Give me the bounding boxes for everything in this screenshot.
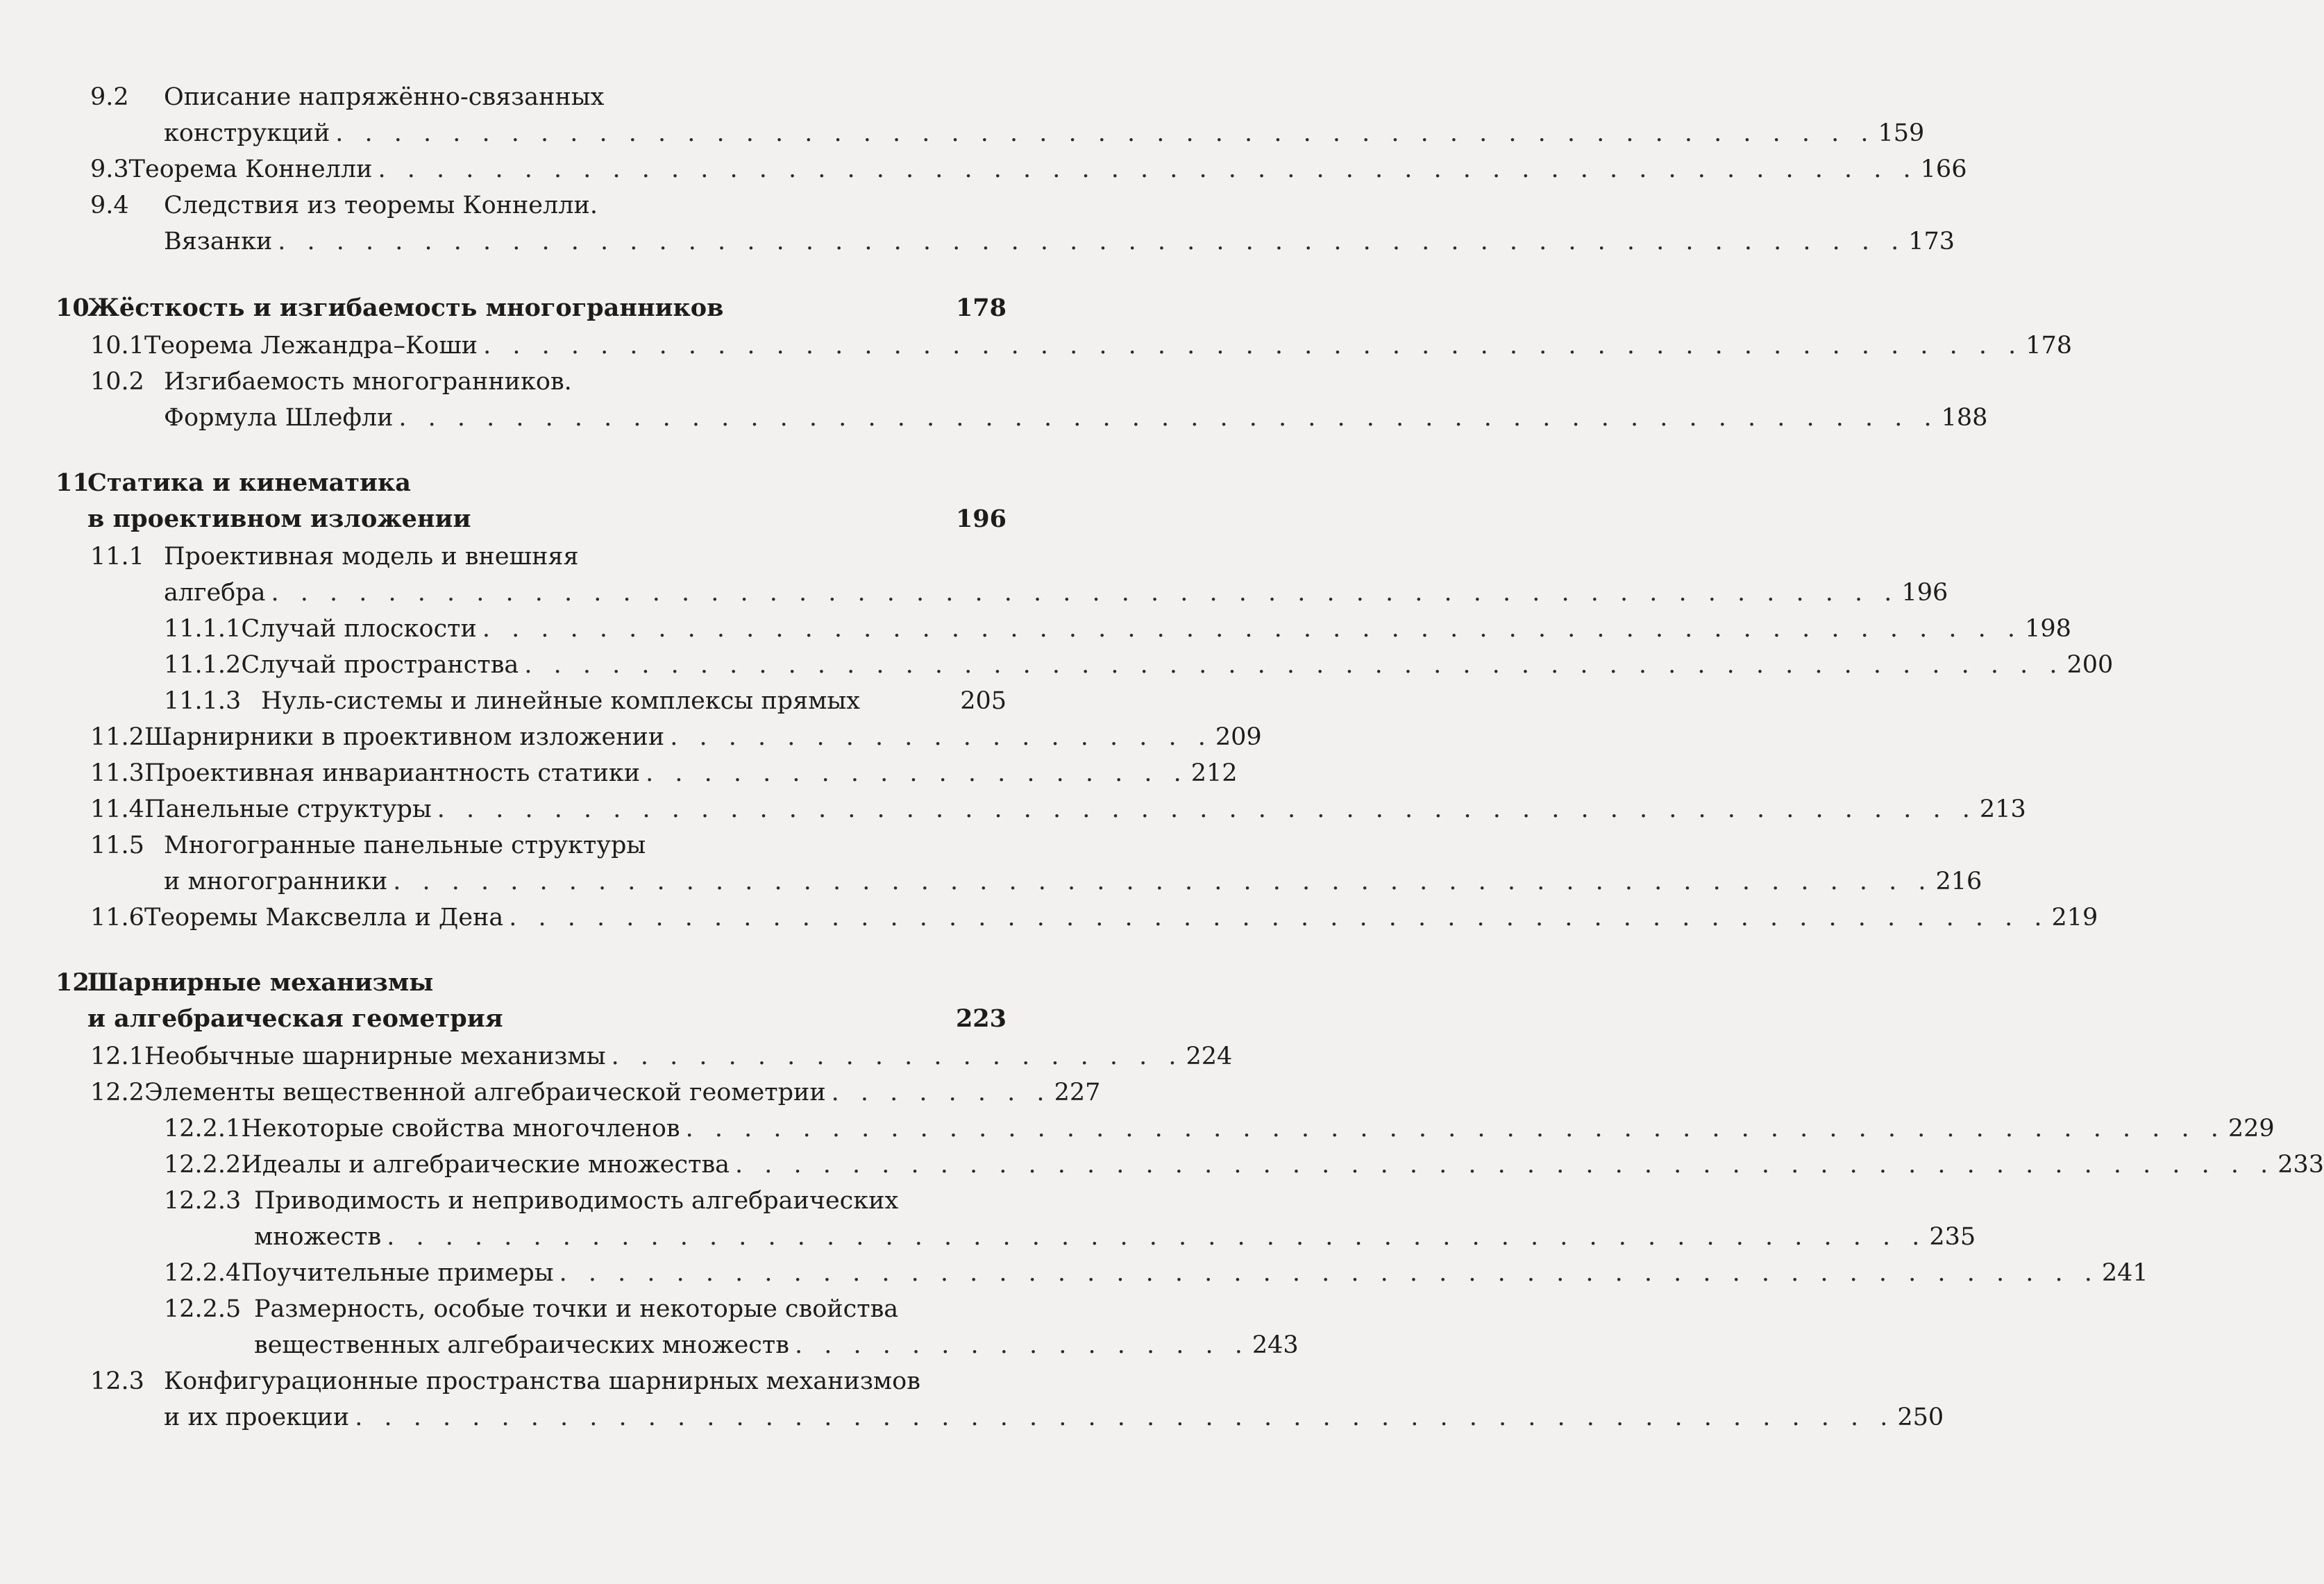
section-title: Проективная инвариантность статики [144, 759, 641, 787]
leader-dots: . . . . . . . . . . . . . . . . . . . . . . . . . . . . . . . . . . . . . . . . . . . . . . . . . . . . . [437, 795, 1977, 823]
page-number: 198 [2025, 615, 2071, 643]
section-title: и многогранники [164, 868, 388, 895]
subsection-number: 12.2.2 [164, 1151, 242, 1179]
chapter-number: 11 [56, 469, 90, 497]
section-number: 11.1 [90, 543, 144, 571]
leader-dots: . . . . . . . . . . . . . . . . . . . . . . . . . . . . . . . . . . . . . . . . . . . . . . . . . . . . . [559, 1259, 2099, 1287]
section-number: 12.3 [90, 1367, 144, 1395]
leader-dots: . . . . . . . . . . . . . . . . [794, 1331, 1249, 1359]
section-title: Изгибаемость многогранников. [164, 368, 572, 396]
section-title: Формула Шлефли [164, 404, 394, 432]
page-number: 188 [1941, 404, 1988, 432]
page-number: 216 [1935, 868, 1982, 895]
page-number: 241 [2101, 1259, 2148, 1287]
toc-entry-11-2 [90, 722, 1262, 752]
section-number: 10.2 [90, 368, 144, 396]
toc-entry-9-4-cont [164, 226, 1955, 257]
toc-chapter-11 [56, 468, 1007, 498]
toc-chapter-11-cont [87, 504, 1007, 534]
leader-dots: . . . . . . . . . . . . . . . . . . . . . . . . . . . . . . . . . . . . . . . . . . . . . . . . . . . . . [685, 1115, 2225, 1143]
page-number: 200 [2066, 651, 2114, 679]
page-number: 178 [955, 294, 1007, 322]
subsection-number: 12.2.4 [164, 1259, 242, 1287]
section-title: Проективная модель и внешняя [164, 543, 579, 571]
section-title: Теорема Лежандра–Коши [144, 332, 478, 360]
toc-entry-11-5 [90, 830, 1007, 861]
toc-entry-9-2-cont [164, 118, 1925, 149]
chapter-number: 10 [56, 294, 90, 322]
page-number: 227 [1054, 1079, 1101, 1106]
page-number: 250 [1897, 1404, 1944, 1431]
leader-dots: . . . . . . . . . . . . . . . . . . . [646, 759, 1188, 787]
page-number: 223 [955, 1004, 1007, 1033]
section-title: Необычные шарнирные механизмы [144, 1043, 606, 1070]
toc-entry-12-3-cont [164, 1402, 1944, 1433]
page-number: 235 [1929, 1223, 1976, 1251]
subsection-title: Поучительные примеры [241, 1259, 554, 1287]
toc-entry-12-2-5 [164, 1294, 1007, 1324]
toc-entry-12-1 [90, 1041, 1233, 1072]
section-number: 11.5 [90, 832, 144, 859]
chapter-title: Жёсткость и изгибаемость многогранников [87, 294, 724, 322]
leader-dots: . . . . . . . . . . . . . . . . . . . . . . . . . . . . . . . . . . . . . . . . . . . . . . . . . . . . . [482, 615, 2023, 643]
section-number: 11.4 [90, 795, 144, 823]
leader-dots: . . . . . . . . . . . . . . . . . . . [670, 723, 1213, 751]
leader-dots: . . . . . . . . . . . . . . . . . . . . . . . . . . . . . . . . . . . . . . . . . . . . . . . . . . . . . [483, 332, 2023, 360]
toc-entry-12-3 [90, 1366, 1007, 1397]
page-number: 229 [2228, 1115, 2275, 1143]
toc-entry-12-2-4 [164, 1258, 2148, 1288]
subsection-title: вещественных алгебраических множеств [254, 1331, 789, 1359]
toc-entry-11-1-3 [164, 686, 1007, 716]
section-title: алгебра [164, 579, 266, 607]
toc-entry-11-3 [90, 758, 1238, 789]
toc-chapter-10 [56, 293, 1007, 323]
page-number: 213 [1979, 795, 2026, 823]
leader-dots: . . . . . . . . . . . . . . . . . . . . . . . . . . . . . . . . . . . . . . . . . . . . . . . . . . . . . . . . [278, 228, 1906, 255]
toc-entry-9-2 [90, 82, 1007, 112]
toc-entry-11-5-cont [164, 866, 1982, 897]
subsection-number: 11.1.2 [164, 651, 242, 679]
toc-entry-10-1 [90, 330, 2073, 361]
subsection-title: Приводимость и неприводимость алгебраических [254, 1187, 899, 1215]
section-title: Вязанки [164, 228, 273, 255]
page-number: 212 [1190, 759, 1238, 787]
page-number: 178 [2026, 332, 2073, 360]
subsection-number: 12.2.5 [164, 1295, 242, 1323]
toc-chapter-12 [56, 968, 1007, 998]
section-title: Шарнирники в проективном изложении [144, 723, 665, 751]
leader-dots: . . . . . . . . . . . . . . . . . . . . . . . . . . . . . . . . . . . . . . . . . . . . . . . . . . . . . [735, 1151, 2275, 1179]
page-number: 224 [1186, 1043, 1233, 1070]
toc-entry-12-2-2 [164, 1149, 2324, 1180]
section-title: Элементы вещественной алгебраической геометрии [144, 1079, 826, 1106]
section-number: 11.3 [90, 759, 144, 787]
section-title: Следствия из теоремы Коннелли. [164, 192, 598, 219]
toc-entry-11-1-1 [164, 614, 2071, 644]
leader-dots: . . . . . . . . . . . . . . . . . . . . . . . . . . . . . . . . . . . . . . . . . . . . . . . . . . . . . [398, 404, 1939, 432]
page-number: 173 [1908, 228, 1955, 255]
toc-entry-12-2-3 [164, 1186, 1007, 1216]
chapter-title: Шарнирные механизмы [87, 968, 434, 997]
subsection-number: 11.1.3 [164, 687, 242, 715]
leader-dots: . . . . . . . . . . . . . . . . . . . . . . . . . . . . . . . . . . . . . . . . . . . . . . . . . . . . . [355, 1404, 1895, 1431]
toc-entry-12-2-5-cont [254, 1330, 1299, 1360]
subsection-number: 12.2.1 [164, 1115, 242, 1143]
chapter-title: и алгебраическая геометрия [87, 1004, 503, 1033]
subsection-title: Идеалы и алгебраические множества [241, 1151, 730, 1179]
subsection-title: множеств [254, 1223, 382, 1251]
section-title: Описание напряжённо-связанных [164, 83, 605, 111]
toc-entry-11-6 [90, 902, 2098, 933]
section-number: 9.2 [90, 83, 129, 111]
section-number: 9.4 [90, 192, 129, 219]
page-number: 196 [1901, 579, 1948, 607]
section-number: 11.6 [90, 904, 144, 932]
leader-dots: . . . . . . . . . . . . . . . . . . . . . . . . . . . . . . . . . . . . . . . . . . . . . . . . . . . . . [378, 155, 1918, 183]
toc-entry-11-1-cont [164, 578, 1948, 608]
subsection-number: 11.1.1 [164, 615, 242, 643]
leader-dots: . . . . . . . . . . . . . . . . . . . . . . . . . . . . . . . . . . . . . . . . . . . . . . . . . . . . . [509, 904, 2049, 932]
subsection-title: Случай плоскости [241, 615, 477, 643]
section-title: Теоремы Максвелла и Дена [144, 904, 504, 932]
toc-entry-9-3 [90, 154, 1967, 185]
page-number: 243 [1252, 1331, 1299, 1359]
section-number: 12.1 [90, 1043, 144, 1070]
toc-entry-10-2-cont [164, 403, 1988, 433]
page-number: 205 [960, 687, 1007, 715]
leader-dots: . . . . . . . . . . . . . . . . . . . . . . . . . . . . . . . . . . . . . . . . . . . . . . . . . . . . . . . . [271, 579, 1899, 607]
section-title: и их проекции [164, 1404, 350, 1431]
page-number: 196 [955, 505, 1007, 533]
leader-dots: . . . . . . . . . . . . . . . . . . . . [611, 1043, 1184, 1070]
toc-entry-11-1 [90, 541, 1007, 572]
leader-dots: . . . . . . . . [831, 1079, 1052, 1106]
toc-entry-12-2-3-cont [254, 1222, 1976, 1252]
page-number: 233 [2277, 1151, 2324, 1179]
subsection-title: Случай пространства [241, 651, 519, 679]
section-title: Конфигурационные пространства шарнирных механизмов [164, 1367, 920, 1395]
subsection-title: Нуль-системы и линейные комплексы прямых [261, 687, 860, 715]
section-number: 10.1 [90, 332, 144, 360]
leader-dots: . . . . . . . . . . . . . . . . . . . . . . . . . . . . . . . . . . . . . . . . . . . . . . . . . . . . . [387, 1223, 1927, 1251]
section-number: 9.3 [90, 155, 129, 183]
chapter-number: 12 [56, 968, 90, 997]
toc-entry-10-2 [90, 366, 1007, 397]
chapter-title: в проективном изложении [87, 505, 471, 533]
leader-dots: . . . . . . . . . . . . . . . . . . . . . . . . . . . . . . . . . . . . . . . . . . . . . . . . . . . . . [524, 651, 2064, 679]
page-number: 209 [1215, 723, 1262, 751]
chapter-title: Статика и кинематика [87, 469, 411, 497]
toc-entry-12-2 [90, 1077, 1101, 1108]
leader-dots: . . . . . . . . . . . . . . . . . . . . . . . . . . . . . . . . . . . . . . . . . . . . . . . . . . . . . [335, 119, 1876, 147]
page-number: 166 [1920, 155, 1967, 183]
section-number: 11.2 [90, 723, 144, 751]
section-title: Теорема Коннелли [128, 155, 373, 183]
leader-dots: . . . . . . . . . . . . . . . . . . . . . . . . . . . . . . . . . . . . . . . . . . . . . . . . . . . . . [393, 868, 1933, 895]
page-number: 159 [1878, 119, 1925, 147]
toc-entry-9-4 [90, 190, 1007, 221]
toc-entry-11-4 [90, 794, 2026, 825]
subsection-title: Размерность, особые точки и некоторые свойства [254, 1295, 899, 1323]
section-title: Многогранные панельные структуры [164, 832, 646, 859]
section-title: Панельные структуры [144, 795, 432, 823]
section-title: конструкций [164, 119, 330, 147]
subsection-title: Некоторые свойства многочленов [241, 1115, 680, 1143]
section-number: 12.2 [90, 1079, 144, 1106]
toc-chapter-12-cont [87, 1004, 1007, 1034]
toc-entry-12-2-1 [164, 1113, 2275, 1144]
page-number: 219 [2051, 904, 2098, 932]
toc-entry-11-1-2 [164, 650, 2114, 680]
subsection-number: 12.2.3 [164, 1187, 242, 1215]
